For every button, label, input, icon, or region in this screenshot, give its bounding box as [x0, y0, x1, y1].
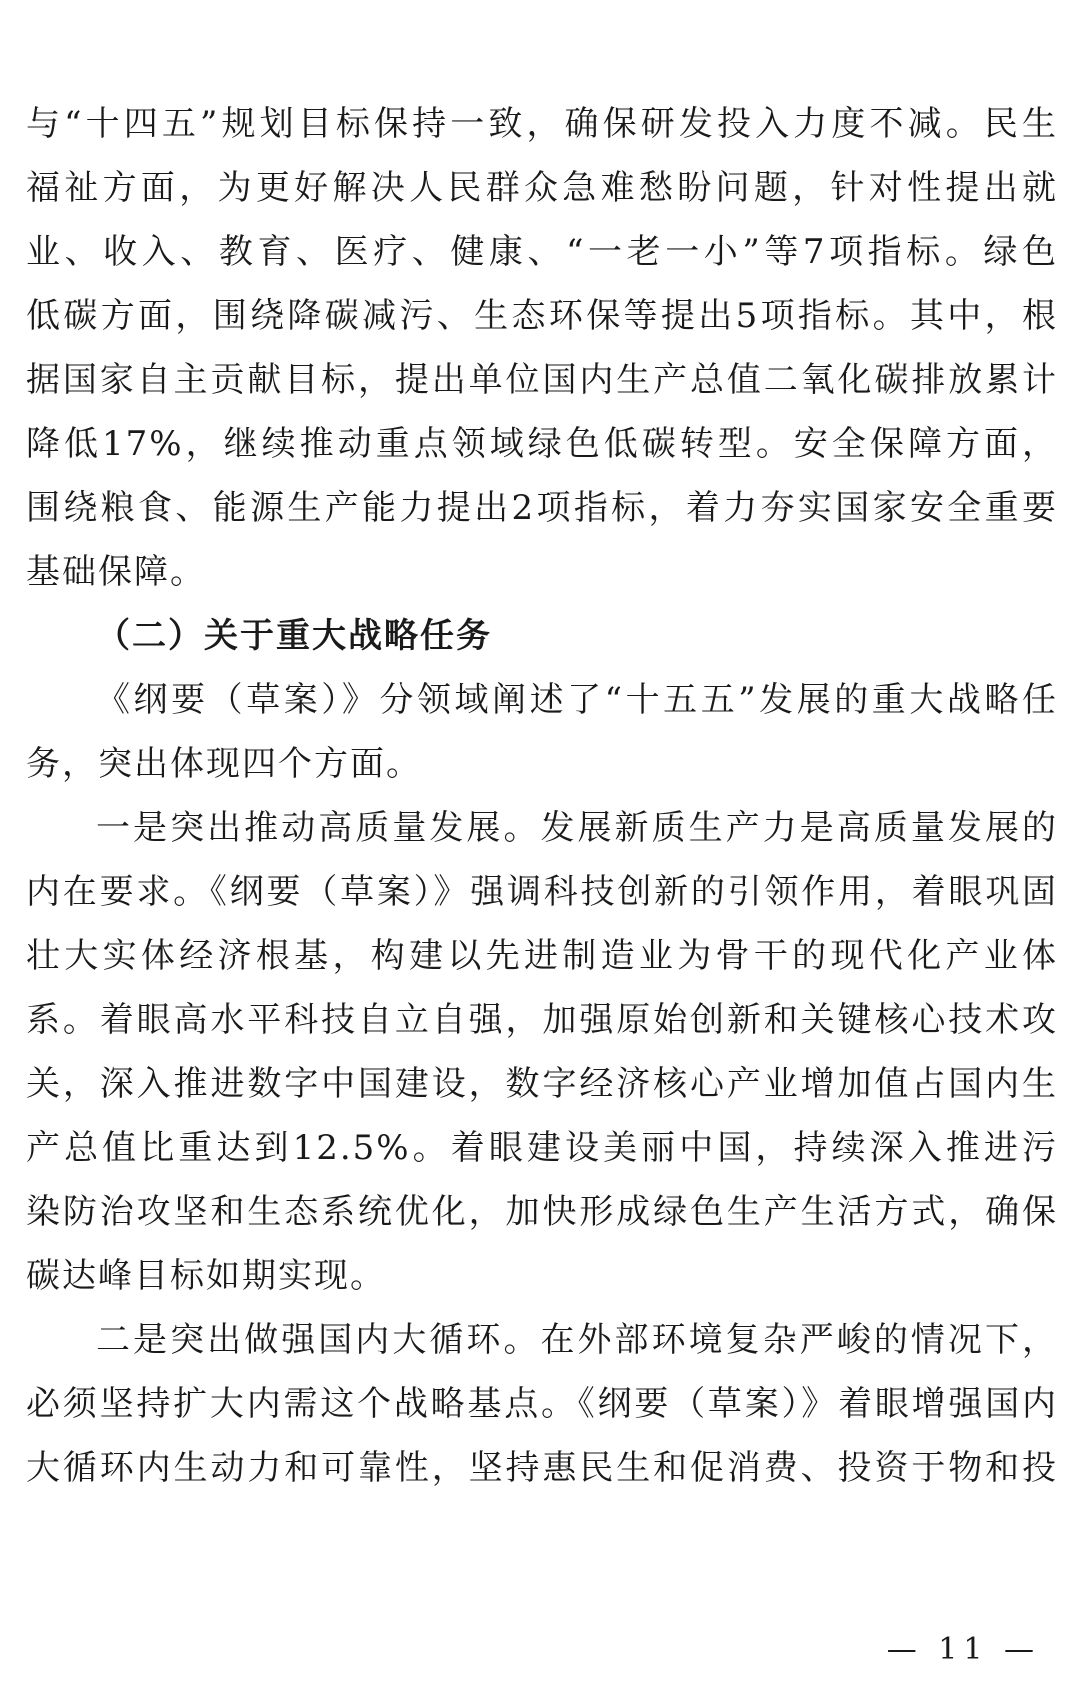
text-line: 据国家自主贡献目标，提出单位国内生产总值二氧化碳排放累计	[26, 360, 1058, 400]
text-line: 围绕粮食、能源生产能力提出2项指标，着力夯实国家安全重要	[26, 488, 1058, 528]
text-line: 一是突出推动高质量发展。发展新质生产力是高质量发展的	[96, 808, 1058, 848]
text-line: 二是突出做强国内大循环。在外部环境复杂严峻的情况下，	[96, 1320, 1058, 1360]
text-line: 福祉方面，为更好解决人民群众急难愁盼问题，针对性提出就	[26, 168, 1058, 208]
text-line: 内在要求。《纲要（草案）》强调科技创新的引领作用，着眼巩固	[26, 872, 1058, 912]
text-line: 与“十四五”规划目标保持一致，确保研发投入力度不减。民生	[26, 104, 1058, 144]
text-line: 低碳方面，围绕降碳减污、生态环保等提出5项指标。其中，根	[26, 296, 1058, 336]
text-line: 务，突出体现四个方面。	[26, 744, 422, 784]
page-number: — 11 —	[886, 1632, 1040, 1667]
text-line: 壮大实体经济根基，构建以先进制造业为骨干的现代化产业体	[26, 936, 1058, 976]
text-line: 业、收入、教育、医疗、健康、“一老一小”等7项指标。绿色	[26, 232, 1058, 272]
text-line: 系。着眼高水平科技自立自强，加强原始创新和关键核心技术攻	[26, 1000, 1058, 1040]
text-line: 《纲要（草案）》分领域阐述了“十五五”发展的重大战略任	[96, 680, 1058, 720]
text-line: 基础保障。	[26, 552, 206, 592]
text-line: 产总值比重达到12.5%。着眼建设美丽中国，持续深入推进污	[26, 1128, 1058, 1168]
text-line: 关，深入推进数字中国建设，数字经济核心产业增加值占国内生	[26, 1064, 1058, 1104]
text-line: 染防治攻坚和生态系统优化，加快形成绿色生产生活方式，确保	[26, 1192, 1058, 1232]
section-heading: （二）关于重大战略任务	[96, 616, 492, 656]
text-line: 碳达峰目标如期实现。	[26, 1256, 386, 1296]
text-line: 必须坚持扩大内需这个战略基点。《纲要（草案）》着眼增强国内	[26, 1384, 1058, 1424]
text-line: 降低17%，继续推动重点领域绿色低碳转型。安全保障方面，	[26, 424, 1058, 464]
text-line: 大循环内生动力和可靠性，坚持惠民生和促消费、投资于物和投	[26, 1448, 1058, 1488]
